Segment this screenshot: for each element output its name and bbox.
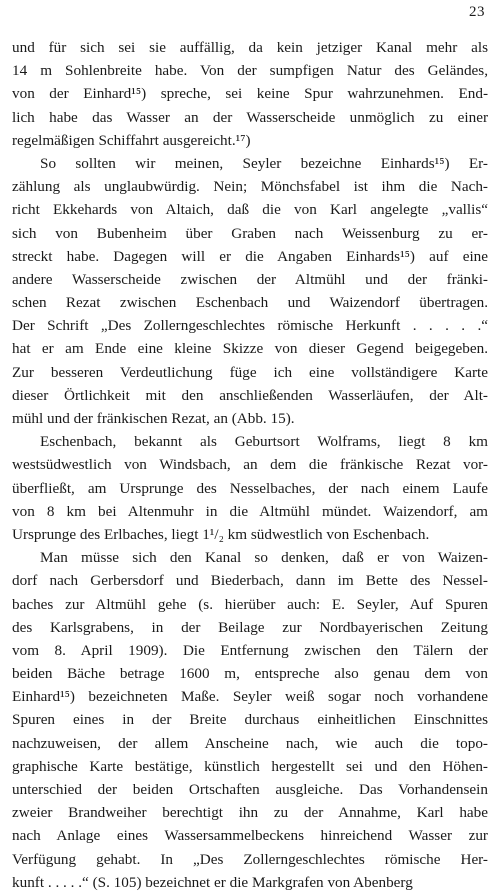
text-line: von der Einhard¹⁵) spreche, sei keine Spur wahrzunehmen. End-: [12, 85, 488, 103]
text-line: nachzuweisen, der allem Anscheine nach, wie auch die topo-: [12, 734, 488, 752]
text-line: Eschenbach, bekannt als Geburtsort Wolframs, liegt 8 km: [40, 433, 488, 451]
text-line: richt Ekkehards von Altaich, daß die von Karl angelegte „vallis“: [12, 201, 488, 219]
text-line: vom 8. April 1909). Die Entfernung zwischen den Tälern der: [12, 641, 488, 659]
body-text: [12, 36, 488, 894]
text-line: Ursprunge des Erlbaches, liegt 1¹/₂ km südwestlich von Eschenbach.: [12, 525, 430, 543]
text-line: beiden Bäche betrage 1600 m, entspreche also genau dem von: [12, 665, 488, 683]
text-line: überfließt, am Ursprunge des Nesselbaches, der nach einem Laufe: [12, 479, 488, 497]
text-line: andere Wasserscheide zwischen der Altmühl und der fränki-: [12, 270, 488, 288]
text-line: streckt habe. Dagegen will er die Angaben Einhards¹⁵) auf eine: [12, 247, 488, 265]
text-line: westsüdwestlich von Windsbach, an dem die fränkische Rezat vor-: [12, 456, 488, 474]
text-line: Spuren eines in der Breite durchaus einheitlichen Einschnittes: [12, 711, 488, 729]
text-line: baches zur Altmühl gehe (s. hierüber auch: E. Seyler, Auf Spuren: [12, 595, 488, 613]
text-line: sich von Bubenheim über Graben nach Weissenburg zu er-: [12, 224, 488, 242]
text-line: regelmäßigen Schiffahrt ausgereicht.¹⁷): [12, 131, 251, 149]
text-line: des Karlsgrabens, in der Beilage zur Nordbayerischen Zeitung: [12, 618, 488, 636]
text-line: So sollten wir meinen, Seyler bezeichne Einhards¹⁵) Er-: [40, 154, 488, 172]
text-line: Zur besseren Verdeutlichung füge ich eine vollständigere Karte: [12, 363, 488, 381]
text-line: Verfügung gehabt. In „Des Zollerngeschlechtes römische Her-: [12, 850, 488, 868]
text-line: von 8 km bei Altenmuhr in die Altmühl mündet. Waizendorf, am: [12, 502, 488, 520]
text-line: mühl und der fränkischen Rezat, an (Abb. 15).: [12, 410, 295, 427]
text-line: lich habe das Wasser an der Wasserscheide unmöglich zu einer: [12, 108, 488, 126]
text-line: graphische Karte bestätige, künstlich hergestellt sei und den Höhen-: [12, 757, 488, 775]
text-line: dieser Örtlichkeit mit den anschließenden Wasserläufen, der Alt-: [12, 386, 488, 404]
text-line: dorf nach Gerbersdorf und Biederbach, dann im Bette des Nessel-: [12, 572, 488, 590]
text-line: 14 m Sohlenbreite habe. Von der sumpfigen Natur des Geländes,: [12, 62, 488, 80]
text-line: zweier Brandweiher berechtigt ihn zu der Annahme, Karl habe: [12, 804, 488, 822]
text-line: zählung als unglaubwürdig. Nein; Mönchsfabel ist ihm die Nach-: [12, 178, 488, 196]
text-line: nach Anlage eines Wassersammelbeckens hinreichend Wasser zur: [12, 827, 488, 845]
paragraph: [12, 152, 488, 430]
text-line: kunft . . . . .“ (S. 105) bezeichnet er die Markgrafen von Abenberg: [12, 873, 413, 891]
text-line: Man müsse sich den Kanal so denken, daß er von Waizen-: [40, 549, 488, 567]
text-line: Einhard¹⁵) bezeichneten Maße. Seyler weiß sogar noch vorhandene: [12, 688, 488, 706]
text-line: unterschied der beiden Ortschaften ausgleiche. Das Vorhandensein: [12, 781, 488, 798]
text-line: schen Rezat zwischen Eschenbach und Waizendorf übertragen.: [12, 294, 488, 312]
text-line: hat er am Ende eine kleine Skizze von dieser Gegend beigegeben.: [12, 340, 488, 358]
paragraph: [12, 430, 488, 546]
paragraph: [12, 36, 488, 152]
page-number: 23: [469, 4, 485, 20]
paragraph: [12, 546, 488, 894]
text-line: und für sich sei sie auffällig, da kein jetziger Kanal mehr als: [12, 39, 488, 56]
text-line: Der Schrift „Des Zollerngeschlechtes römische Herkunft . . . . .“: [12, 317, 488, 335]
